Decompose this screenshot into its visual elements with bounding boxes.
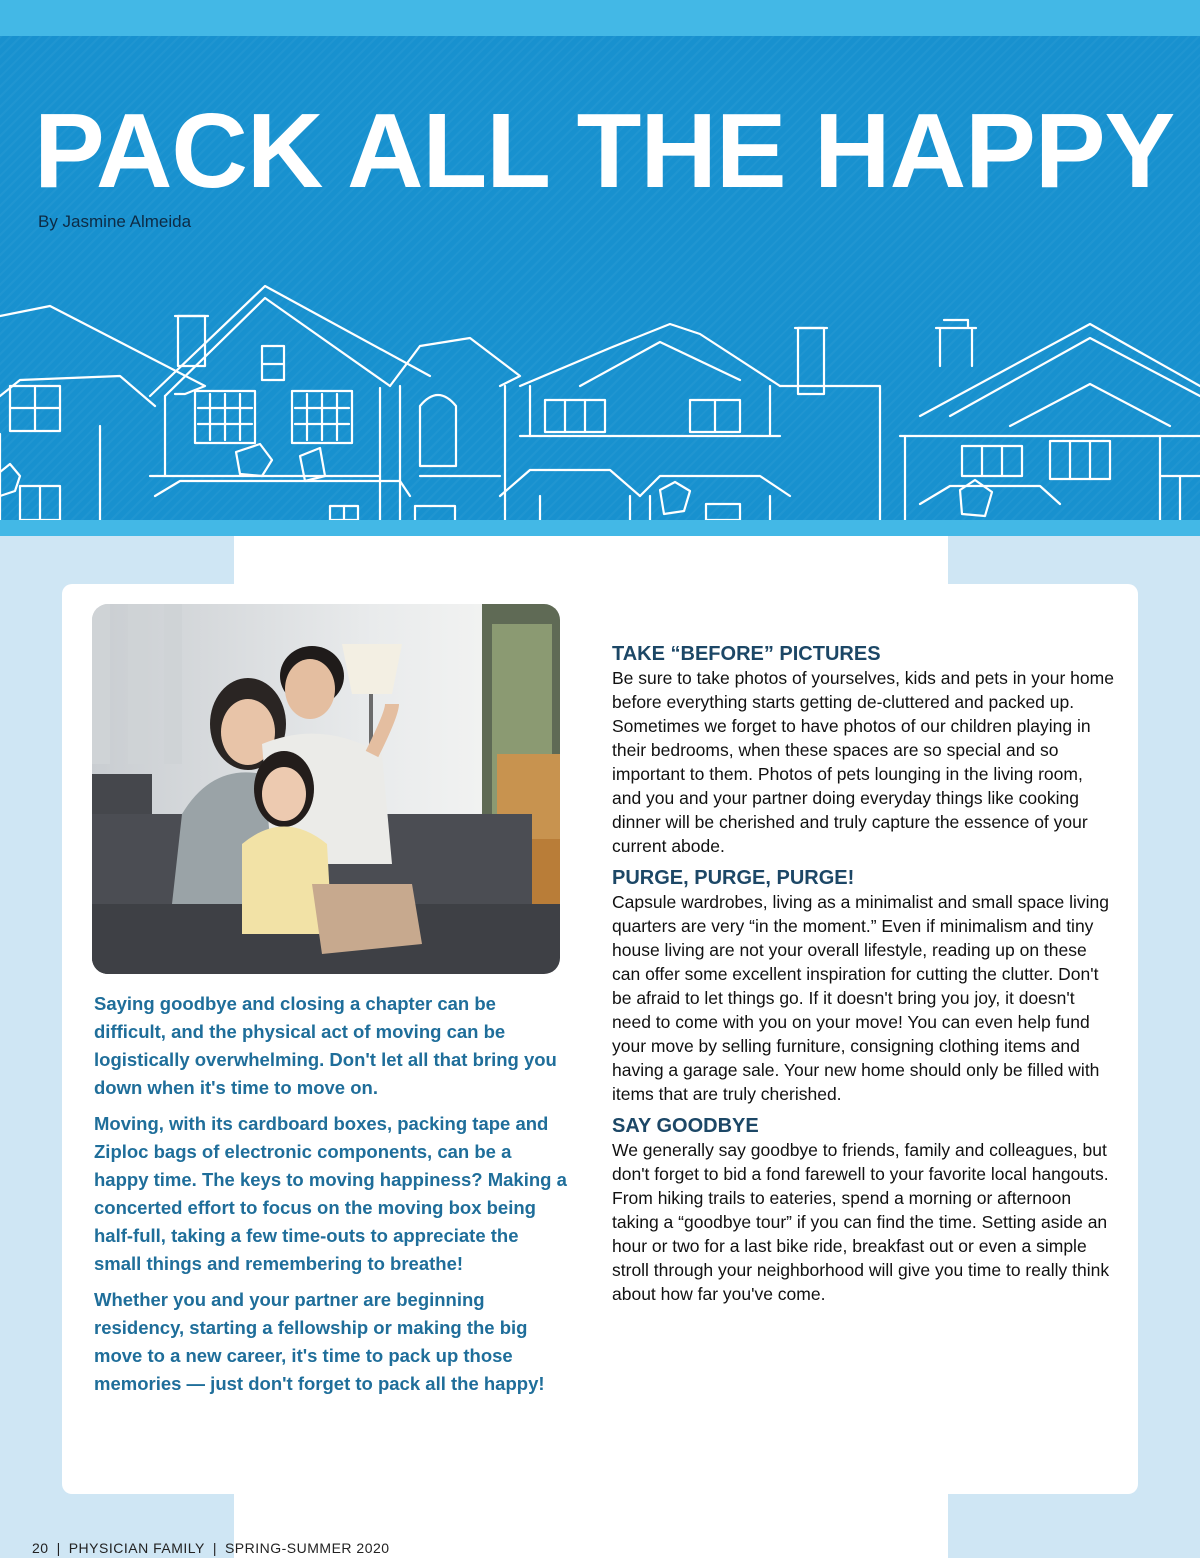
footer-separator: | (56, 1540, 61, 1556)
intro-paragraph: Moving, with its cardboard boxes, packing tape and Ziploc bags of electronic components, can be a happy time. The keys to moving happiness? Making a concerted effort to focus on the moving box being half-full, taking a few time-outs to appreciate the small things and remembering to breathe! (94, 1113, 567, 1274)
section-heading: TAKE “BEFORE” PICTURES (612, 643, 881, 665)
hero-banner (0, 36, 1200, 520)
section-body: Be sure to take photos of yourselves, kids and pets in your home before everything starts getting de-cluttered and packed up. Sometimes we forget to have photos of our children playing in their bedrooms, when these spaces are so special and so important to them. Photos of pets lounging in the living room, and you and your partner doing everyday things like cooking dinner will be cherished and truly capture the essence of your current abode. (612, 668, 1114, 856)
page-footer (32, 1540, 390, 1556)
section-body: We generally say goodbye to friends, family and colleagues, but don't forget to bid a fond farewell to your favorite local hangouts. From hiking trails to eateries, spend a morning or afternoon taking a “goodbye tour” if you can find the time. Setting aside an hour or two for a last bike ride, breakfast out or even a simple stroll through your neighborhood will give you time to really think about how far you've come. (612, 1140, 1110, 1304)
page-number: 20 (32, 1540, 49, 1556)
section-body: Capsule wardrobes, living as a minimalist and small space living quarters are very “in the moment.” Even if minimalism and tiny house living are not your overall lifestyle, reading up on these can offer some excellent inspiration for cutting the clutter. Don't be afraid to let things go. If it doesn't bring you joy, it doesn't need to come with you on your move! You can even help fund your move by selling furniture, consigning clothing items and having a garage sale. Your new home should only be filled with items that are truly cherished. (612, 892, 1110, 1104)
publication-name: PHYSICIAN FAMILY (68, 1540, 205, 1556)
byline: By Jasmine Almeida (38, 212, 192, 231)
hero-bottom-strip (0, 520, 1200, 536)
family-photo (92, 604, 560, 974)
section-heading: SAY GOODBYE (612, 1115, 759, 1137)
section-heading: PURGE, PURGE, PURGE! (612, 867, 855, 889)
intro-text (94, 990, 568, 1406)
footer-separator: | (212, 1540, 217, 1556)
family-with-keys-on-sofa-photo (92, 604, 560, 974)
top-color-strip (0, 0, 1200, 36)
houses-line-drawing (0, 276, 1200, 520)
intro-paragraph: Whether you and your partner are beginning residency, starting a fellowship or making the big move to a new career, it's time to pack up those memories — just don't forget to pack all the happy! (94, 1289, 545, 1394)
tips-column (612, 642, 1116, 1314)
article-title: PACK ALL THE HAPPY (34, 92, 1175, 210)
issue-name: SPRING-SUMMER 2020 (224, 1540, 390, 1556)
intro-paragraph: Saying goodbye and closing a chapter can be difficult, and the physical act of moving can be logistically overwhelming. Don't let all that bring you down when it's time to move on. (94, 993, 557, 1098)
